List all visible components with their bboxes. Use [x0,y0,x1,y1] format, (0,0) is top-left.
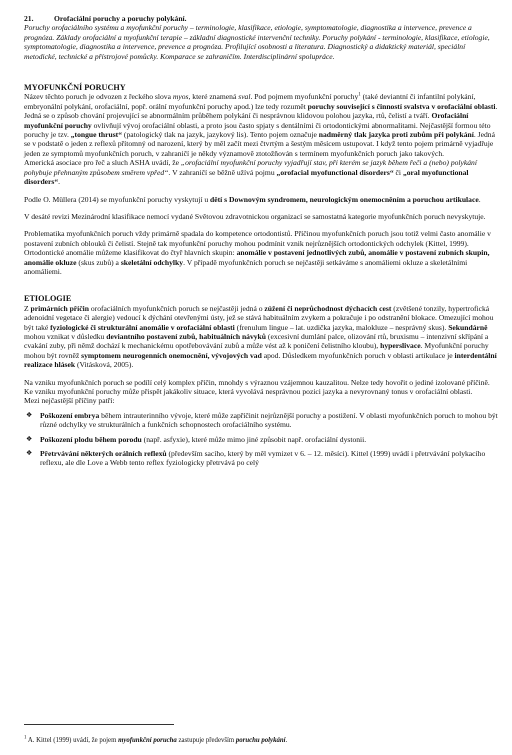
topic-number: 21. [24,14,34,23]
footnote: $^1$ A. Kittel (1999) uvádí, že pojem myofunkční porucha zastupuje především poruchu polykání. [24,735,288,744]
myo-paragraph-2: Americká asociace pro řeč a sluch ASHA uvádí, že „orofaciální myofunkční poruchy vyjadřují stav, při kterém se jazyk během řeči a (nebo) polykání pohybuje přehnaným způsobem směrem vpřed“. V zahraničí se běžně užívá pojmu „orofacial myofunctional disorders“ či „oral myofunctional disorders“. [24,158,477,187]
page-content [24,14,498,473]
list-item: ❖ Poškození plodu během porodu (např. asfyxie), které může mimo jiné způsobit např. orofaciální dystonii. [26,434,367,444]
etio-paragraph-3: Mezi nejčastější příčiny patří: [24,396,115,406]
myo-paragraph-3: Podle O. Müllera (2014) se myofunkční poruchy vyskytují u dětí s Downovým syndromem, neurologickým onemocněním a poruchou artikulace. [24,194,481,204]
list-item: ❖ Poškození embrya během intrauterinního vývoje, které může zapříčinit nejrůznější poruchy a postižení. V oblasti myofunkčních poruch to mohou být různé odchylky ve strukturálních a funkčních schopnostech orofaciálního systému. [26,410,498,430]
myo-paragraph-1: Název těchto poruch je odvozen z řeckého slova myos, které znamená sval. Pod pojmem myofunkční poruchy$^1$ (také deviantní či infantilní polykání, embryonální polykání, orofaciální, popř. orální myofunkční poruchy apod.) lze tedy rozumět poruchy související s činností svalstva v orofaciální oblasti. Jedná se o způsob chování projevující se abnormálním průběhem polykání či nesprávnou klidovou polohou jazyka, rtů, čelistí a tváří. Orofaciální myofunkční poruchy ovlivňují vývoj orofaciální oblasti, a proto jsou často spjaty s dentálními či ortodontickými abnormalitami. Nejčastější formou této poruchy je tzv. „tongue thrust“ (patologický tlak na jazyk, jazykový lis). Tento pojem označuje nadměrný tlak jazyka proti zubům při polykání. Jedná se v podstatě o jeden z reflexů přítomný od narození, který by měl začít mezi čtvrtým a šestým měsícem ustupovat. I když tento pojem primárně vyjadřuje jeden ze symptomů myofunkčních poruch, v zahraničí je někdy významově ztotožňován s termínem myofunkčních poruch jako takových. [24,92,498,158]
diamond-bullet-icon: ❖ [26,449,33,458]
list-item: ❖ Přetrvávání některých orálních reflexů (především sacího, který by měl vymizet v 6. – 12. měsíci). Kittel (1999) uvádí i přetrvávání polykacího reflexu, ale dle Love a Webb tento reflex fyziologicky přetrvává po celý [26,449,486,468]
topic-description: Poruchy orofaciálního systému a myofunkční poruchy – terminologie, klasifikace, etiologie, symptomatologie, diagnostika a intervence, prevence a prognóza. Základy orofaciální a myofunkční terapie – základní diagnostické intervenční techniky. Poruchy polykání - terminologie, klasifikace, etiologie, symptomatologie, diagnostika a intervence, prevence a prognóza. Profilující osobnosti a literatura. Diagnostický a didaktický materiál, speciální metodické, technické a přístrojové pomůcky. Komparace se zahraničím. Interdisciplinární spolupráce. [24,23,490,61]
diamond-bullet-icon: ❖ [26,410,33,419]
myo-paragraph-5: Problematika myofunkčních poruch vždy primárně spadala do kompetence ortodontistů. Příčinou myofunkčních poruch jsou totiž velmi často anomálie v postavení zubních oblouků či čelistí. Stejně tak myofunkční poruchy mohou podmínit vznik nejrůznějších ortodontických odchylek (Kittel, 1999). Ortodontické anomálie můžeme klasifikovat do čtyř hlavních skupin: anomálie v postavení jednotlivých zubů, anomálie v postavení zubních skupin, anomálie okluze (skus zubů) a skeletální odchylky. V případě myofunkčních poruch se nejčastěji setkáváme s anomáliemi okluze a skeletálními anomáliemi. [24,229,491,276]
etio-paragraph-1: Z primárních příčin orofaciálních myofunkčních poruch se nejčastěji jedná o zúžení či neprůchodnost dýchacích cest (zvětšené tonzily, hypertrofická adenoidní vegetace či alergie) vedoucí k dýchání otevřenými ústy, jež se stává habituálním zvykem a pokračuje i po odstranění blokace. Omezující mohou být také fyziologické či strukturální anomálie v orofaciální oblasti (frenulum lingue – lat. uzdička jazyka, malokluze – nesprávný skus). Sekundárně mohou vznikat v důsledku deviantního postavení zubů, habituálních návyků (excesivní dumlání palce, olizování rtů, bruxismu – intenzivní skřípání a cvakání zuby, při němž dochází k mechanickému opotřebovávání zubů a může vést až k poničení čelistního kloubu), hyperslivace. Myofunkční poruchy mohou být rovněž symptomem neurogenních onemocnění, vývojových vad apod. Důsledkem myofunkčních poruch v oblasti artikulace je interdentální realizace hlásek (Vitásková, 2005). [24,303,497,370]
section-title-myofunkcni: MYOFUNKČNÍ PORUCHY [24,83,126,93]
myo-paragraph-4: V desáté revizi Mezinárodní klasifikace nemocí vydané Světovou zdravotnickou organizací se samostatná kategorie myofunkčních poruch nevyskytuje. [24,211,486,221]
topic-title: Orofaciální poruchy a poruchy polykání. [54,14,187,23]
topic-heading [24,14,498,23]
footnote-ref[interactable]: 1 [358,92,361,98]
cause-list [24,411,498,468]
footnote-number: 1 [24,735,27,741]
etio-paragraph-2: Na vzniku myofunkčních poruch se podílí celý komplex příčin, mnohdy s výraznou vzájemnou kauzalitou. Nelze tedy hovořit o jediné izolované příčině. Ke vzniku myofunkční poruchy může přispět jakákoliv situace, která vyvolává nesprávnou pozici jazyka a nevyrovnaný tonus v orofaciální oblasti. [24,377,490,396]
footnote-divider [24,724,174,725]
diamond-bullet-icon: ❖ [26,434,33,443]
section-title-etiologie: ETIOLOGIE [24,294,72,304]
